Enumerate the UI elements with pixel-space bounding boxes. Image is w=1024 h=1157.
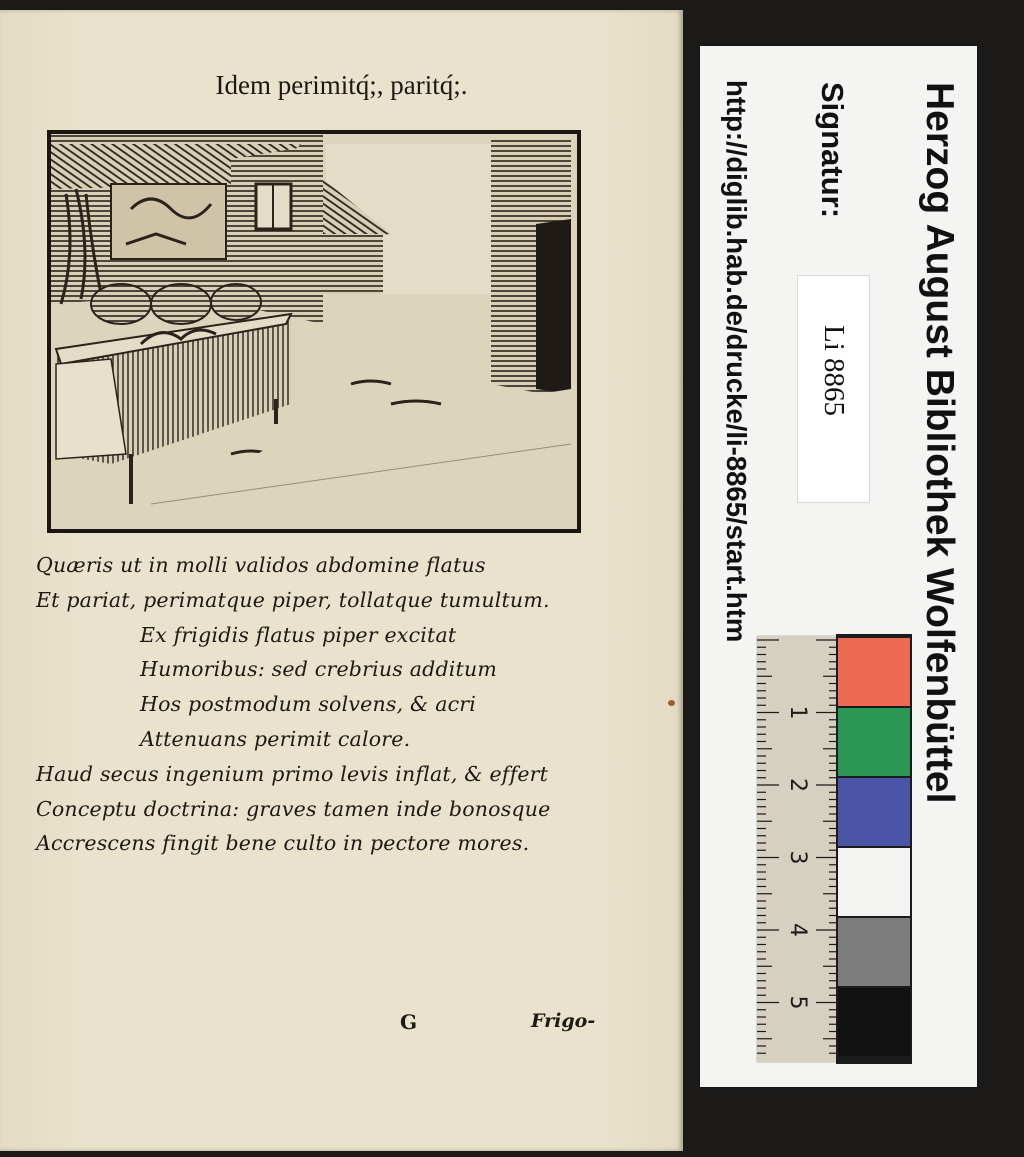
ruler-number: 4 — [785, 923, 810, 937]
poem-line: Haud secus ingenium primo levis inflat, & effert — [36, 761, 549, 786]
woodcut-illustration — [47, 130, 581, 533]
book-page — [0, 10, 683, 1151]
ruler-scale — [757, 636, 838, 1062]
ruler-number: 2 — [785, 778, 810, 792]
ruler-number: 5 — [785, 995, 810, 1010]
color-patch — [838, 918, 910, 986]
poem-line: Conceptu doctrina: graves tamen inde bonosque — [36, 796, 551, 821]
signatur-label: Signatur: — [815, 82, 850, 219]
catalog-url[interactable]: http://diglib.hab.de/drucke/li-8865/start.htm — [721, 80, 752, 643]
color-patch — [838, 988, 910, 1056]
library-name: Herzog August Bibliothek Wolfenbüttel — [918, 82, 961, 804]
catchword: Frigo- — [531, 1010, 596, 1032]
measurement-ruler — [757, 636, 838, 1062]
ruler-number: 1 — [785, 705, 810, 720]
poem-line: Attenuans perimit calore. — [140, 726, 411, 751]
color-patch — [838, 848, 910, 916]
ruler-number: 3 — [785, 850, 810, 865]
color-patch — [838, 778, 910, 846]
woodcut-icon — [51, 134, 577, 529]
color-patch — [838, 638, 910, 706]
signature-mark: G — [400, 1010, 418, 1034]
color-chart — [836, 634, 912, 1064]
page-stain — [668, 700, 675, 706]
shelfmark: Li 8865 — [818, 325, 850, 417]
poem-line: Et pariat, perimatque piper, tollatque tumultum. — [36, 587, 550, 612]
poem-line: Ex frigidis flatus piper excitat — [140, 622, 457, 647]
color-patch — [838, 708, 910, 776]
poem-line: Quæris ut in molli validos abdomine flatus — [36, 553, 486, 577]
poem-line: Humoribus: sed crebrius additum — [140, 657, 498, 682]
poem-line: Accrescens fingit bene culto in pectore mores. — [36, 831, 530, 856]
poem-line: Hos postmodum solvens, & acri — [140, 692, 477, 717]
page-header: Idem perimitq́;, paritq́;. — [215, 70, 468, 100]
poem — [36, 548, 656, 861]
